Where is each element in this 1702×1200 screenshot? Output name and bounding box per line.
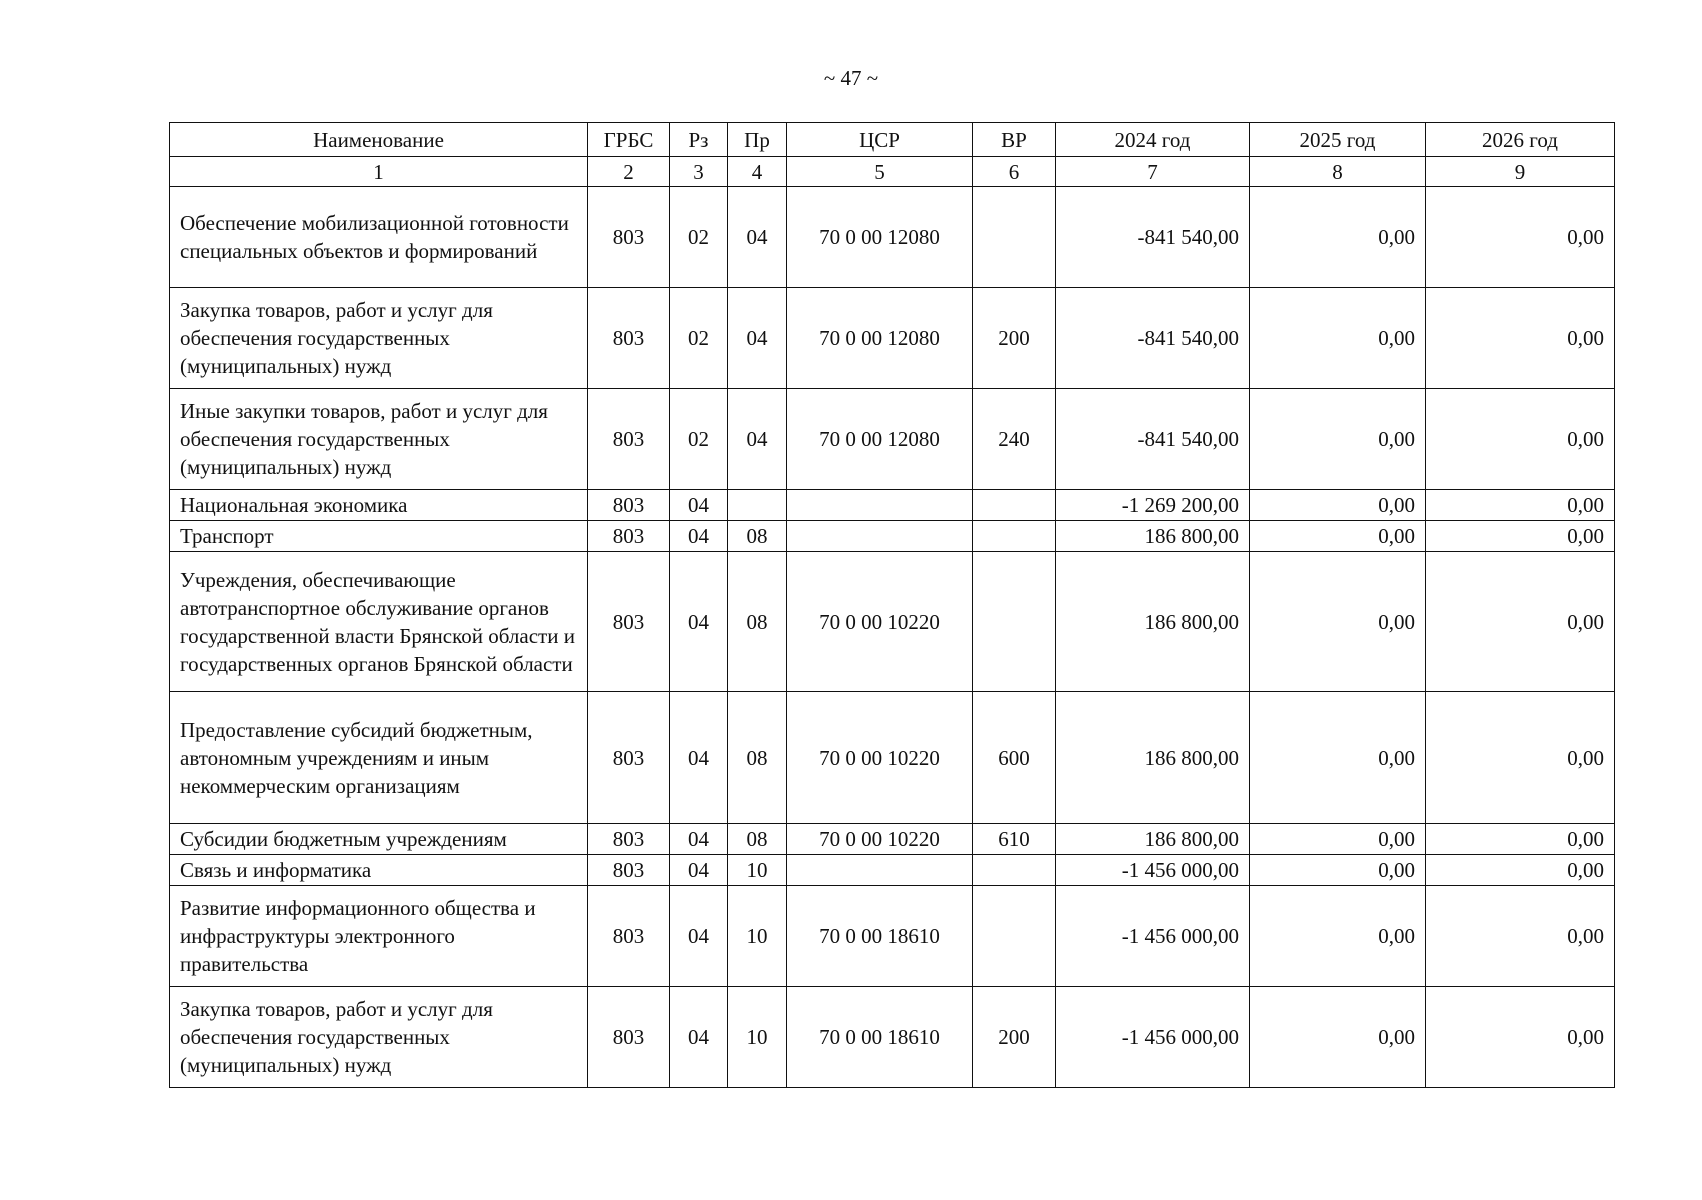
cell-grbs: 803 [588, 288, 670, 389]
cell-name: Учреждения, обеспечивающие автотранспортное обслуживание органов государственной власти Брянской области и государственных органов Брянской области [170, 552, 588, 692]
cell-pr: 08 [728, 824, 787, 855]
table-row [170, 521, 1615, 552]
cell-2024: 186 800,00 [1056, 824, 1250, 855]
cell-grbs: 803 [588, 490, 670, 521]
cell-vr [973, 886, 1056, 987]
budget-table [169, 122, 1615, 1088]
header-pr: Пр [728, 123, 787, 157]
cell-2026: 0,00 [1426, 855, 1615, 886]
cell-grbs: 803 [588, 692, 670, 824]
cell-2024: 186 800,00 [1056, 521, 1250, 552]
cell-vr: 240 [973, 389, 1056, 490]
column-number: 3 [670, 157, 728, 187]
cell-2024: -1 456 000,00 [1056, 886, 1250, 987]
cell-pr: 04 [728, 389, 787, 490]
table-row [170, 692, 1615, 824]
column-number: 4 [728, 157, 787, 187]
table-row [170, 552, 1615, 692]
cell-vr: 200 [973, 987, 1056, 1088]
cell-csr [787, 521, 973, 552]
cell-2025: 0,00 [1250, 886, 1426, 987]
cell-2024: -841 540,00 [1056, 389, 1250, 490]
cell-2025: 0,00 [1250, 521, 1426, 552]
cell-csr [787, 490, 973, 521]
cell-pr: 10 [728, 987, 787, 1088]
cell-rz: 04 [670, 692, 728, 824]
cell-vr [973, 855, 1056, 886]
cell-2026: 0,00 [1426, 552, 1615, 692]
cell-name: Транспорт [170, 521, 588, 552]
cell-pr [728, 490, 787, 521]
cell-pr: 04 [728, 288, 787, 389]
cell-2024: -841 540,00 [1056, 187, 1250, 288]
cell-name: Связь и информатика [170, 855, 588, 886]
cell-rz: 04 [670, 521, 728, 552]
cell-pr: 10 [728, 855, 787, 886]
header-row [170, 123, 1615, 157]
cell-2025: 0,00 [1250, 692, 1426, 824]
cell-pr: 10 [728, 886, 787, 987]
cell-2025: 0,00 [1250, 987, 1426, 1088]
header-2026: 2026 год [1426, 123, 1615, 157]
cell-vr: 610 [973, 824, 1056, 855]
column-number: 2 [588, 157, 670, 187]
cell-2024: -1 456 000,00 [1056, 855, 1250, 886]
cell-csr [787, 855, 973, 886]
cell-2026: 0,00 [1426, 824, 1615, 855]
cell-pr: 08 [728, 692, 787, 824]
cell-rz: 04 [670, 824, 728, 855]
header-vr: ВР [973, 123, 1056, 157]
cell-grbs: 803 [588, 855, 670, 886]
column-number: 8 [1250, 157, 1426, 187]
cell-grbs: 803 [588, 389, 670, 490]
cell-rz: 04 [670, 855, 728, 886]
cell-vr [973, 552, 1056, 692]
column-number: 7 [1056, 157, 1250, 187]
cell-grbs: 803 [588, 987, 670, 1088]
cell-name: Развитие информационного общества и инфраструктуры электронного правительства [170, 886, 588, 987]
table-row [170, 288, 1615, 389]
cell-2024: -841 540,00 [1056, 288, 1250, 389]
cell-grbs: 803 [588, 824, 670, 855]
cell-name: Закупка товаров, работ и услуг для обеспечения государственных (муниципальных) нужд [170, 288, 588, 389]
cell-rz: 04 [670, 886, 728, 987]
cell-csr: 70 0 00 12080 [787, 288, 973, 389]
cell-rz: 04 [670, 552, 728, 692]
cell-csr: 70 0 00 10220 [787, 692, 973, 824]
cell-2026: 0,00 [1426, 389, 1615, 490]
cell-csr: 70 0 00 10220 [787, 824, 973, 855]
header-csr: ЦСР [787, 123, 973, 157]
cell-name: Предоставление субсидий бюджетным, автономным учреждениям и иным некоммерческим организациям [170, 692, 588, 824]
cell-2026: 0,00 [1426, 490, 1615, 521]
cell-2026: 0,00 [1426, 987, 1615, 1088]
cell-2026: 0,00 [1426, 187, 1615, 288]
cell-2025: 0,00 [1250, 389, 1426, 490]
cell-2024: -1 269 200,00 [1056, 490, 1250, 521]
column-number: 6 [973, 157, 1056, 187]
cell-grbs: 803 [588, 187, 670, 288]
cell-name: Закупка товаров, работ и услуг для обеспечения государственных (муниципальных) нужд [170, 987, 588, 1088]
cell-grbs: 803 [588, 886, 670, 987]
cell-2025: 0,00 [1250, 187, 1426, 288]
cell-rz: 02 [670, 187, 728, 288]
cell-csr: 70 0 00 10220 [787, 552, 973, 692]
cell-csr: 70 0 00 12080 [787, 187, 973, 288]
cell-2024: -1 456 000,00 [1056, 987, 1250, 1088]
cell-2026: 0,00 [1426, 886, 1615, 987]
header-2024: 2024 год [1056, 123, 1250, 157]
cell-pr: 04 [728, 187, 787, 288]
cell-vr [973, 490, 1056, 521]
table-row [170, 824, 1615, 855]
header-rz: Рз [670, 123, 728, 157]
cell-vr: 200 [973, 288, 1056, 389]
header-name: Наименование [170, 123, 588, 157]
cell-2025: 0,00 [1250, 490, 1426, 521]
column-number: 9 [1426, 157, 1615, 187]
cell-rz: 04 [670, 490, 728, 521]
header-grbs: ГРБС [588, 123, 670, 157]
table-row [170, 987, 1615, 1088]
cell-grbs: 803 [588, 552, 670, 692]
cell-2026: 0,00 [1426, 288, 1615, 389]
cell-vr [973, 521, 1056, 552]
cell-vr [973, 187, 1056, 288]
cell-rz: 02 [670, 288, 728, 389]
cell-vr: 600 [973, 692, 1056, 824]
table-row [170, 886, 1615, 987]
cell-2025: 0,00 [1250, 288, 1426, 389]
cell-2025: 0,00 [1250, 552, 1426, 692]
cell-2024: 186 800,00 [1056, 692, 1250, 824]
table-row [170, 187, 1615, 288]
header-2025: 2025 год [1250, 123, 1426, 157]
page-number: ~ 47 ~ [823, 66, 879, 90]
cell-name: Субсидии бюджетным учреждениям [170, 824, 588, 855]
cell-pr: 08 [728, 552, 787, 692]
cell-2025: 0,00 [1250, 824, 1426, 855]
cell-csr: 70 0 00 18610 [787, 987, 973, 1088]
cell-pr: 08 [728, 521, 787, 552]
column-number: 1 [170, 157, 588, 187]
cell-name: Национальная экономика [170, 490, 588, 521]
cell-2026: 0,00 [1426, 692, 1615, 824]
cell-name: Иные закупки товаров, работ и услуг для обеспечения государственных (муниципальных) нужд [170, 389, 588, 490]
column-number-row [170, 157, 1615, 187]
column-number: 5 [787, 157, 973, 187]
cell-name: Обеспечение мобилизационной готовности специальных объектов и формирований [170, 187, 588, 288]
cell-rz: 02 [670, 389, 728, 490]
cell-csr: 70 0 00 12080 [787, 389, 973, 490]
table-row [170, 855, 1615, 886]
cell-csr: 70 0 00 18610 [787, 886, 973, 987]
cell-rz: 04 [670, 987, 728, 1088]
cell-grbs: 803 [588, 521, 670, 552]
table-row [170, 490, 1615, 521]
table-row [170, 389, 1615, 490]
cell-2024: 186 800,00 [1056, 552, 1250, 692]
cell-2026: 0,00 [1426, 521, 1615, 552]
cell-2025: 0,00 [1250, 855, 1426, 886]
